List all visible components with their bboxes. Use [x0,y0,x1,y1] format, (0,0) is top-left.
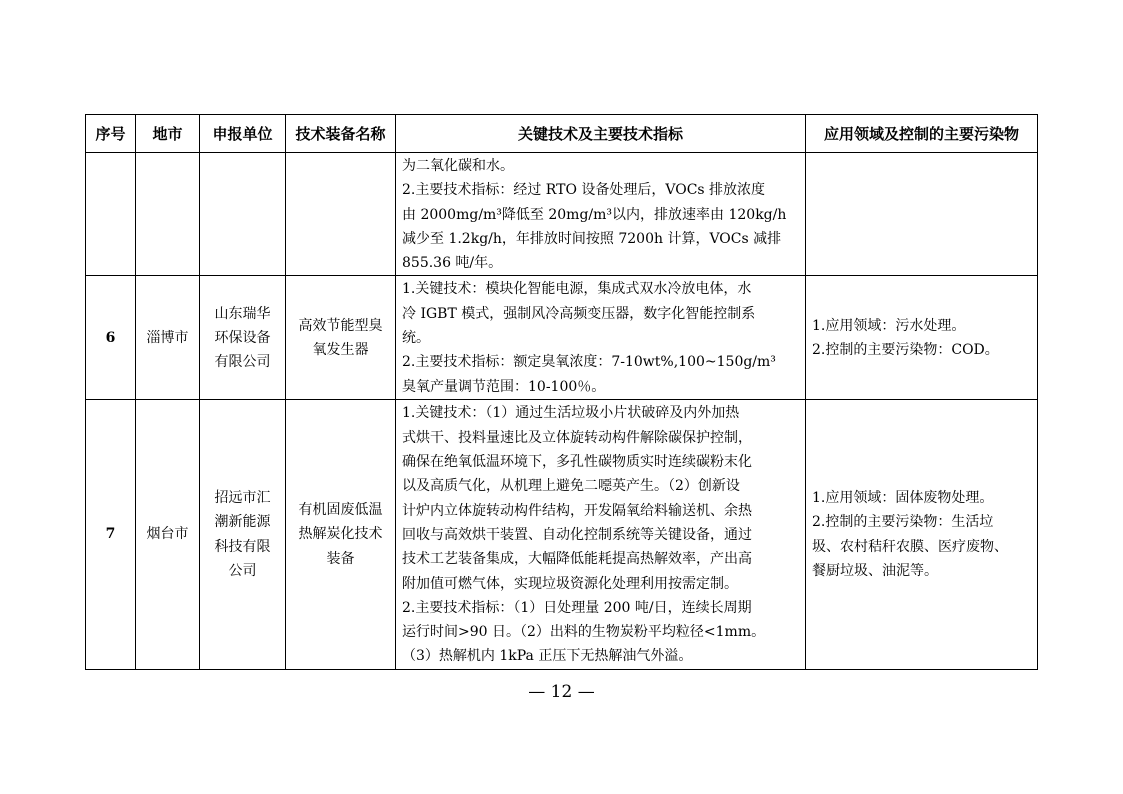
cell-no: 7 [86,400,136,669]
tech-line: 回收与高效烘干装置、自动化控制系统等关键设备，通过 [402,526,752,543]
name-line: 高效节能型臭 [298,317,383,334]
app-line: 1.应用领域：污水处理。 [812,317,966,334]
page-number: — 12 — [528,682,595,702]
name-line: 氧发生器 [312,341,369,358]
header-key-tech: 关键技术及主要技术指标 [396,115,806,153]
header-city: 地市 [136,115,200,153]
table-row [86,276,1038,400]
tech-line: 2.主要技术指标：经过 RTO 设备处理后，VOCs 排放浓度 [402,182,766,199]
tech-line: 统。 [402,330,430,347]
table-row [86,153,1038,276]
cell-city [136,153,200,276]
app-line: 圾、农村秸秆农膜、医疗废物、 [812,538,1008,555]
tech-line: 臭氧产量调节范围：10-100％。 [402,378,606,395]
header-equipment-name: 技术装备名称 [286,115,396,153]
header-no: 序号 [86,115,136,153]
tech-line: 1.关键技术：（1）通过生活垃圾小片状破碎及内外加热 [402,405,740,422]
app-line: 餐厨垃圾、油泥等。 [812,562,938,579]
name-line: 装备 [326,550,355,567]
header-unit: 申报单位 [200,115,286,153]
tech-line: 2.主要技术指标：（1）日处理量 200 吨/日，连续长周期 [402,599,752,616]
unit-line: 有限公司 [214,354,271,371]
table-row [86,400,1038,669]
tech-line: 运行时间>90 日。（2）出料的生物炭粉平均粒径<1mm。 [402,624,766,641]
cell-city: 淄博市 [136,276,200,400]
tech-line: 式烘干、投料量速比及立体旋转动构件解除碳保护控制， [402,429,752,446]
name-line: 有机固废低温 [298,502,383,519]
unit-line: 潮新能源 [214,514,271,531]
cell-no: 6 [86,276,136,400]
cell-unit [200,400,286,669]
cell-equipment-name [286,276,396,400]
app-line: 1.应用领域：固体废物处理。 [812,490,994,507]
table-header-row [86,115,1038,153]
cell-equipment-name [286,153,396,276]
cell-key-tech [396,276,806,400]
cell-application [806,153,1038,276]
tech-line: 2.主要技术指标：额定臭氧浓度：7-10wt%,100~150g/m³ [402,354,776,371]
pollution-tech-table [85,114,1038,670]
app-line: 2.控制的主要污染物：生活垃 [812,514,994,531]
tech-line: 由 2000mg/m³降低至 20mg/m³以内，排放速率由 120kg/h [402,206,787,223]
tech-line: 确保在绝氧低温环境下，多孔性碳物质实时连续碳粉末化 [402,454,752,471]
unit-line: 环保设备 [214,329,271,346]
unit-line: 科技有限 [214,538,271,555]
cell-application [806,400,1038,669]
cell-equipment-name [286,400,396,669]
cell-unit [200,153,286,276]
unit-line: 山东瑞华 [214,305,271,322]
tech-line: 855.36 吨/年。 [402,255,503,272]
tech-line: 减少至 1.2kg/h，年排放时间按照 7200h 计算，VOCs 减排 [402,230,782,247]
tech-line: 技术工艺装备集成，大幅降低能耗提高热解效率，产出高 [402,551,752,568]
tech-line: 为二氧化碳和水。 [402,158,514,174]
cell-city: 烟台市 [136,400,200,669]
tech-line: 附加值可燃气体，实现垃圾资源化处理利用按需定制。 [402,575,738,592]
unit-line: 招远市汇 [214,490,271,507]
tech-line: 以及高质气化，从机理上避免二噁英产生。（2）创新设 [402,478,740,495]
cell-unit [200,276,286,400]
name-line: 热解炭化技术 [298,526,383,543]
header-application: 应用领域及控制的主要污染物 [806,115,1038,153]
cell-no [86,153,136,276]
tech-line: （3）热解机内 1kPa 正压下无热解油气外溢。 [402,648,693,665]
unit-line: 公司 [228,562,257,579]
tech-line: 1.关键技术：模块化智能电源，集成式双水冷放电体，水 [402,281,752,298]
cell-application [806,276,1038,400]
cell-key-tech [396,153,806,276]
app-line: 2.控制的主要污染物：COD。 [812,341,999,358]
tech-line: 冷 IGBT 模式，强制风冷高频变压器，数字化智能控制系 [402,305,756,322]
tech-line: 计炉内立体旋转动构件结构，开发隔氧给料输送机、余热 [402,502,752,519]
cell-key-tech [396,400,806,669]
